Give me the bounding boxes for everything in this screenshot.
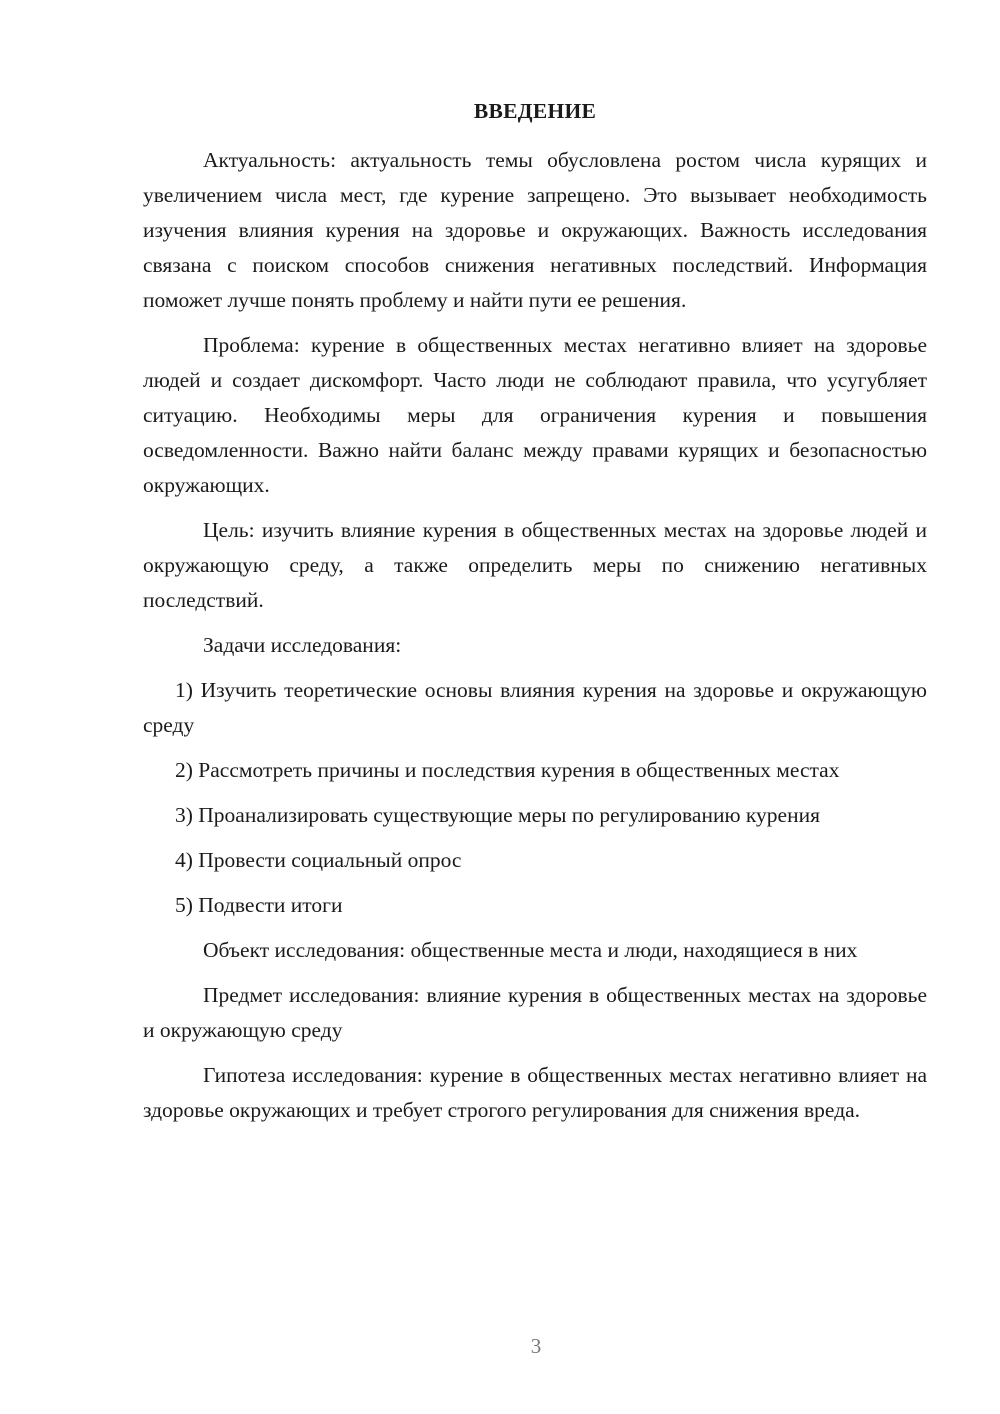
page-title: ВВЕДЕНИЕ <box>473 99 597 123</box>
document-page <box>143 94 927 1138</box>
relevance-paragraph: Актуальность: актуальность темы обусловлена ростом числа курящих и увеличением числа мест, где курение запрещено. Это вызывает необходимость изучения влияния курения на здоровье и окружающих. Важность исследования связана с поиском способов снижения негативных последствий. Информация поможет лучше понять проблему и найти пути ее решения. <box>143 148 927 312</box>
goal-paragraph: Цель: изучить влияние курения в общественных местах на здоровье людей и окружающую среду, а также определить меры по снижению негативных последствий. <box>143 518 927 612</box>
subject-paragraph: Предмет исследования: влияние курения в общественных местах на здоровье и окружающую среду <box>143 983 927 1042</box>
task-item: 5) Подвести итоги <box>175 893 343 917</box>
tasks-heading: Задачи исследования: <box>203 633 402 657</box>
object-paragraph: Объект исследования: общественные места и люди, находящиеся в них <box>203 938 858 962</box>
task-item: 3) Проанализировать существующие меры по регулированию курения <box>175 803 820 827</box>
hypothesis-paragraph: Гипотеза исследования: курение в общественных местах негативно влияет на здоровье окружающих и требует строгого регулирования для снижения вреда. <box>143 1063 927 1122</box>
page-number: 3 <box>530 1334 542 1358</box>
problem-paragraph: Проблема: курение в общественных местах негативно влияет на здоровье людей и создает дискомфорт. Часто люди не соблюдают правила, что усугубляет ситуацию. Необходимы меры для ограничения курения и повышения осведомленности. Важно найти баланс между правами курящих и безопасностью окружающих. <box>143 333 927 497</box>
task-item: 2) Рассмотреть причины и последствия курения в общественных местах <box>175 758 840 782</box>
task-item: 1) Изучить теоретические основы влияния курения на здоровье и окружающую среду <box>143 678 927 737</box>
task-item: 4) Провести социальный опрос <box>175 848 462 872</box>
